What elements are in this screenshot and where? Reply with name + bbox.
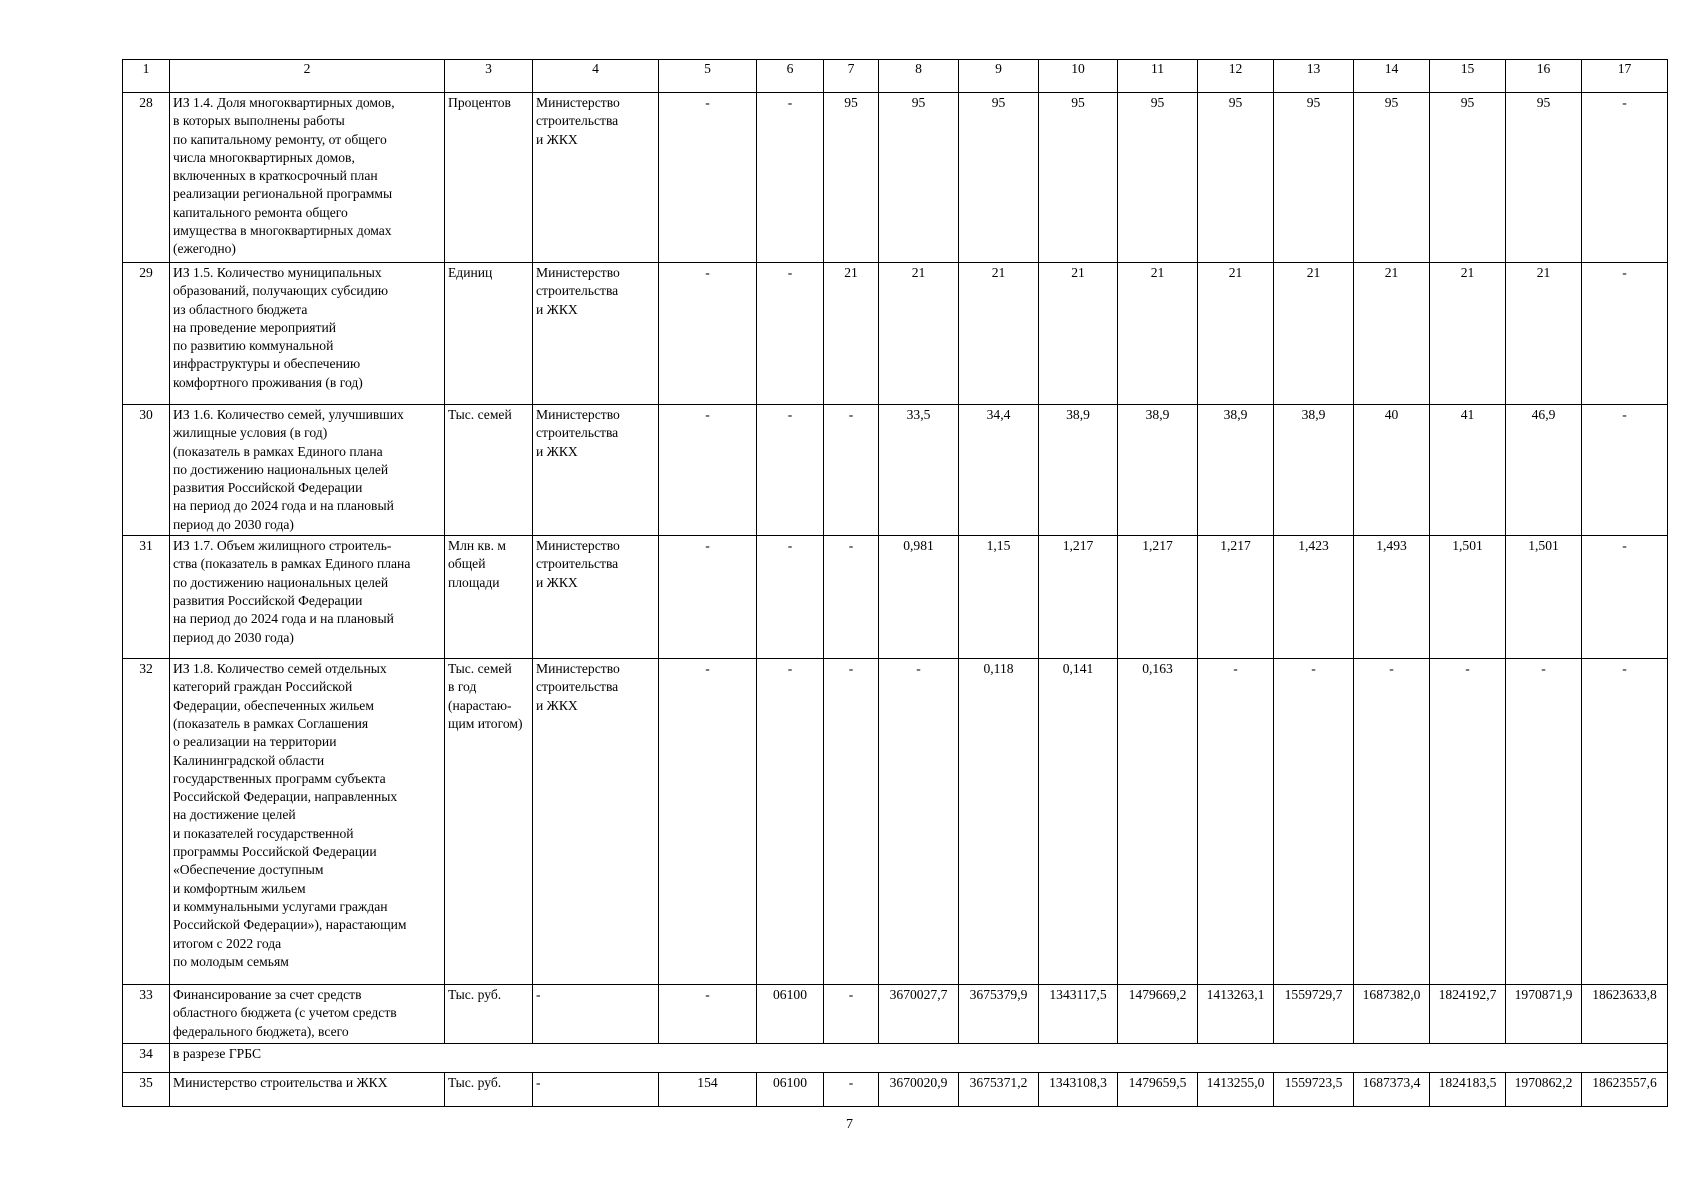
col-7-cell: 21	[824, 263, 879, 405]
responsible-cell: -	[533, 1073, 659, 1107]
unit-cell: Тыс. семей	[445, 405, 533, 536]
col-17-cell: -	[1582, 405, 1668, 536]
value-col-10: 95	[1039, 93, 1118, 263]
responsible-cell: Министерство строительства и ЖКХ	[533, 263, 659, 405]
col-5-cell: -	[659, 405, 757, 536]
value-col-9: 1,15	[959, 536, 1039, 659]
value-col-16: 1970871,9	[1506, 985, 1582, 1044]
value-col-15: -	[1430, 659, 1506, 985]
value-col-8: -	[879, 659, 959, 985]
col-5-cell: -	[659, 536, 757, 659]
responsible-cell: -	[533, 985, 659, 1044]
value-col-12: 95	[1198, 93, 1274, 263]
value-col-9: 21	[959, 263, 1039, 405]
indicator-name: ИЗ 1.7. Объем жилищного строитель- ства (показатель в рамках Единого плана по достижению национальных целей развития Российской Федерации на период до 2024 года и на плановый период до 2030 года)	[170, 536, 445, 659]
table-row	[123, 405, 1668, 536]
value-col-16: 1,501	[1506, 536, 1582, 659]
value-col-13: 95	[1274, 93, 1354, 263]
value-col-12: -	[1198, 659, 1274, 985]
value-col-15: 1,501	[1430, 536, 1506, 659]
value-col-14: 95	[1354, 93, 1430, 263]
value-col-16: 95	[1506, 93, 1582, 263]
table-row	[123, 985, 1668, 1044]
row-number: 31	[123, 536, 170, 659]
col-17-cell: -	[1582, 93, 1668, 263]
column-number-4: 4	[533, 60, 659, 93]
responsible-cell: Министерство строительства и ЖКХ	[533, 93, 659, 263]
table-row	[123, 1044, 1668, 1073]
indicator-name: ИЗ 1.8. Количество семей отдельных категорий граждан Российской Федерации, обеспеченных жильем (показатель в рамках Соглашения о реализации на территории Калининградской области государственных программ субъекта Российской Федерации, направленных на достижение целей и показателей государственной программы Российской Федерации «Обеспечение доступным и комфортным жильем и коммунальными услугами граждан Российской Федерации»), нарастающим итогом с 2022 года по молодым семьям	[170, 659, 445, 985]
value-col-13: 1,423	[1274, 536, 1354, 659]
value-col-10: 38,9	[1039, 405, 1118, 536]
column-number-10: 10	[1039, 60, 1118, 93]
column-number-14: 14	[1354, 60, 1430, 93]
indicator-name: Министерство строительства и ЖКХ	[170, 1073, 445, 1107]
col-6-cell: 06100	[757, 1073, 824, 1107]
value-col-9: 3675371,2	[959, 1073, 1039, 1107]
col-6-cell: -	[757, 659, 824, 985]
table-row	[123, 659, 1668, 985]
value-col-14: 21	[1354, 263, 1430, 405]
column-number-row	[123, 60, 1668, 93]
value-col-9: 95	[959, 93, 1039, 263]
value-col-8: 33,5	[879, 405, 959, 536]
col-7-cell: -	[824, 405, 879, 536]
indicators-table	[122, 59, 1668, 1107]
col-17-cell: 18623633,8	[1582, 985, 1668, 1044]
value-col-16: -	[1506, 659, 1582, 985]
value-col-13: 1559729,7	[1274, 985, 1354, 1044]
value-col-12: 1413255,0	[1198, 1073, 1274, 1107]
value-col-14: 1,493	[1354, 536, 1430, 659]
col-6-cell: -	[757, 405, 824, 536]
value-col-11: 21	[1118, 263, 1198, 405]
table-row	[123, 93, 1668, 263]
value-col-15: 95	[1430, 93, 1506, 263]
unit-cell: Тыс. руб.	[445, 985, 533, 1044]
value-col-9: 0,118	[959, 659, 1039, 985]
column-number-9: 9	[959, 60, 1039, 93]
responsible-cell: Министерство строительства и ЖКХ	[533, 536, 659, 659]
value-col-14: -	[1354, 659, 1430, 985]
value-col-11: 0,163	[1118, 659, 1198, 985]
value-col-15: 1824192,7	[1430, 985, 1506, 1044]
col-17-cell: 18623557,6	[1582, 1073, 1668, 1107]
row-number: 28	[123, 93, 170, 263]
responsible-cell: Министерство строительства и ЖКХ	[533, 659, 659, 985]
row-number: 33	[123, 985, 170, 1044]
indicator-name: ИЗ 1.4. Доля многоквартирных домов, в которых выполнены работы по капитальному ремонту, от общего числа многоквартирных домов, включенных в краткосрочный план реализации региональной программы капитального ремонта общего имущества в многоквартирных домах (ежегодно)	[170, 93, 445, 263]
value-col-12: 1,217	[1198, 536, 1274, 659]
value-col-11: 38,9	[1118, 405, 1198, 536]
col-5-cell: -	[659, 93, 757, 263]
col-6-cell: -	[757, 536, 824, 659]
col-5-cell: -	[659, 263, 757, 405]
col-7-cell: -	[824, 985, 879, 1044]
value-col-13: 21	[1274, 263, 1354, 405]
value-col-10: 1343108,3	[1039, 1073, 1118, 1107]
unit-cell: Тыс. семей в год (нарастаю- щим итогом)	[445, 659, 533, 985]
row-number: 35	[123, 1073, 170, 1107]
value-col-13: -	[1274, 659, 1354, 985]
value-col-10: 1343117,5	[1039, 985, 1118, 1044]
value-col-16: 1970862,2	[1506, 1073, 1582, 1107]
col-6-cell: -	[757, 93, 824, 263]
value-col-10: 0,141	[1039, 659, 1118, 985]
value-col-8: 95	[879, 93, 959, 263]
unit-cell: Тыс. руб.	[445, 1073, 533, 1107]
value-col-11: 1479659,5	[1118, 1073, 1198, 1107]
column-number-8: 8	[879, 60, 959, 93]
value-col-11: 1,217	[1118, 536, 1198, 659]
responsible-cell: Министерство строительства и ЖКХ	[533, 405, 659, 536]
col-17-cell: -	[1582, 536, 1668, 659]
value-col-15: 41	[1430, 405, 1506, 536]
col-6-cell: 06100	[757, 985, 824, 1044]
value-col-15: 1824183,5	[1430, 1073, 1506, 1107]
col-7-cell: -	[824, 1073, 879, 1107]
col-5-cell: 154	[659, 1073, 757, 1107]
value-col-8: 3670027,7	[879, 985, 959, 1044]
column-number-12: 12	[1198, 60, 1274, 93]
indicator-name: Финансирование за счет средств областного бюджета (с учетом средств федерального бюджета), всего	[170, 985, 445, 1044]
row-number: 34	[123, 1044, 170, 1073]
column-number-16: 16	[1506, 60, 1582, 93]
value-col-14: 1687382,0	[1354, 985, 1430, 1044]
column-number-17: 17	[1582, 60, 1668, 93]
col-6-cell: -	[757, 263, 824, 405]
row-number: 30	[123, 405, 170, 536]
unit-cell: Единиц	[445, 263, 533, 405]
value-col-11: 1479669,2	[1118, 985, 1198, 1044]
table-row	[123, 536, 1668, 659]
value-col-14: 1687373,4	[1354, 1073, 1430, 1107]
column-number-2: 2	[170, 60, 445, 93]
column-number-3: 3	[445, 60, 533, 93]
row-number: 29	[123, 263, 170, 405]
value-col-13: 38,9	[1274, 405, 1354, 536]
section-label: в разрезе ГРБС	[170, 1044, 1668, 1073]
column-number-1: 1	[123, 60, 170, 93]
row-number: 32	[123, 659, 170, 985]
value-col-14: 40	[1354, 405, 1430, 536]
col-5-cell: -	[659, 659, 757, 985]
column-number-11: 11	[1118, 60, 1198, 93]
column-number-5: 5	[659, 60, 757, 93]
table-row	[123, 263, 1668, 405]
unit-cell: Процентов	[445, 93, 533, 263]
value-col-12: 1413263,1	[1198, 985, 1274, 1044]
column-number-15: 15	[1430, 60, 1506, 93]
value-col-8: 3670020,9	[879, 1073, 959, 1107]
value-col-9: 3675379,9	[959, 985, 1039, 1044]
col-5-cell: -	[659, 985, 757, 1044]
page-number: 7	[846, 1117, 853, 1132]
col-7-cell: -	[824, 659, 879, 985]
value-col-12: 38,9	[1198, 405, 1274, 536]
column-number-7: 7	[824, 60, 879, 93]
value-col-10: 21	[1039, 263, 1118, 405]
col-17-cell: -	[1582, 263, 1668, 405]
indicator-name: ИЗ 1.6. Количество семей, улучшивших жилищные условия (в год) (показатель в рамках Единого плана по достижению национальных целей развития Российской Федерации на период до 2024 года и на плановый период до 2030 года)	[170, 405, 445, 536]
col-17-cell: -	[1582, 659, 1668, 985]
value-col-9: 34,4	[959, 405, 1039, 536]
col-7-cell: 95	[824, 93, 879, 263]
value-col-8: 21	[879, 263, 959, 405]
value-col-11: 95	[1118, 93, 1198, 263]
table-row	[123, 1073, 1668, 1107]
indicator-name: ИЗ 1.5. Количество муниципальных образований, получающих субсидию из областного бюджета на проведение мероприятий по развитию коммунальной инфраструктуры и обеспечению комфортного проживания (в год)	[170, 263, 445, 405]
value-col-8: 0,981	[879, 536, 959, 659]
unit-cell: Млн кв. м общей площади	[445, 536, 533, 659]
value-col-13: 1559723,5	[1274, 1073, 1354, 1107]
value-col-16: 21	[1506, 263, 1582, 405]
col-7-cell: -	[824, 536, 879, 659]
value-col-12: 21	[1198, 263, 1274, 405]
column-number-13: 13	[1274, 60, 1354, 93]
value-col-10: 1,217	[1039, 536, 1118, 659]
value-col-15: 21	[1430, 263, 1506, 405]
column-number-6: 6	[757, 60, 824, 93]
value-col-16: 46,9	[1506, 405, 1582, 536]
